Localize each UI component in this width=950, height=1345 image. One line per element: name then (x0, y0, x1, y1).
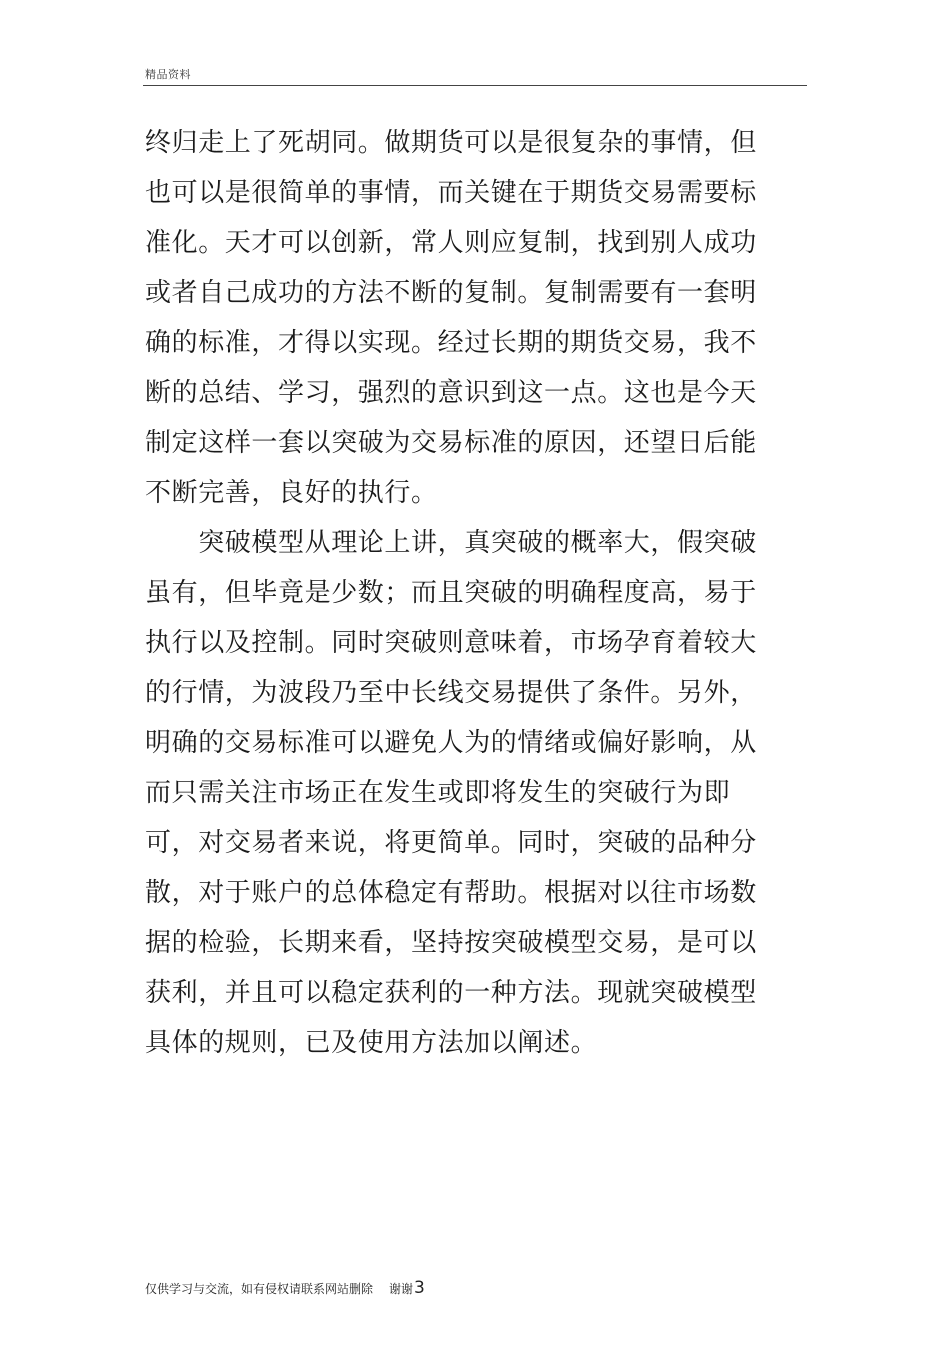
text-line: 不断完善，良好的执行。 (145, 478, 438, 508)
text-line: 获利，并且可以稳定获利的一种方法。现就突破模型 (145, 978, 757, 1008)
page-header-label: 精品资料 (145, 68, 191, 81)
page-footer (145, 1278, 425, 1298)
text-line: 确的标准，才得以实现。经过长期的期货交易，我不 (145, 328, 757, 358)
text-line: 据的检验，长期来看，坚持按突破模型交易，是可以 (145, 928, 757, 958)
text-line: 具体的规则，已及使用方法加以阐述。 (145, 1028, 598, 1058)
text-line: 执行以及控制。同时突破则意味着，市场孕育着较大 (145, 628, 757, 658)
footer-thanks: 谢谢 (389, 1282, 414, 1296)
text-line: 虽有，但毕竟是少数；而且突破的明确程度高，易于 (145, 578, 757, 608)
text-line: 散，对于账户的总体稳定有帮助。根据对以往市场数 (145, 878, 757, 908)
text-line: 突破模型从理论上讲，真突破的概率大，假突破 (145, 528, 757, 558)
text-line: 可，对交易者来说，将更简单。同时，突破的品种分 (145, 828, 757, 858)
text-line: 的行情，为波段乃至中长线交易提供了条件。另外， (145, 678, 757, 708)
body-text (145, 118, 775, 1068)
text-line: 而只需关注市场正在发生或即将发生的突破行为即 (145, 778, 731, 808)
text-line: 也可以是很简单的事情，而关键在于期货交易需要标 (145, 178, 757, 208)
page-number: 3 (414, 1278, 425, 1298)
text-line: 明确的交易标准可以避免人为的情绪或偏好影响，从 (145, 728, 757, 758)
text-line: 终归走上了死胡同。做期货可以是很复杂的事情，但 (145, 128, 757, 158)
text-line: 准化。天才可以创新，常人则应复制，找到别人成功 (145, 228, 757, 258)
footer-disclaimer: 仅供学习与交流，如有侵权请联系网站删除 (145, 1282, 374, 1296)
text-line: 制定这样一套以突破为交易标准的原因，还望日后能 (145, 428, 757, 458)
header-divider (143, 85, 807, 86)
text-line: 断的总结、学习，强烈的意识到这一点。这也是今天 (145, 378, 757, 408)
text-line: 或者自己成功的方法不断的复制。复制需要有一套明 (145, 278, 757, 308)
